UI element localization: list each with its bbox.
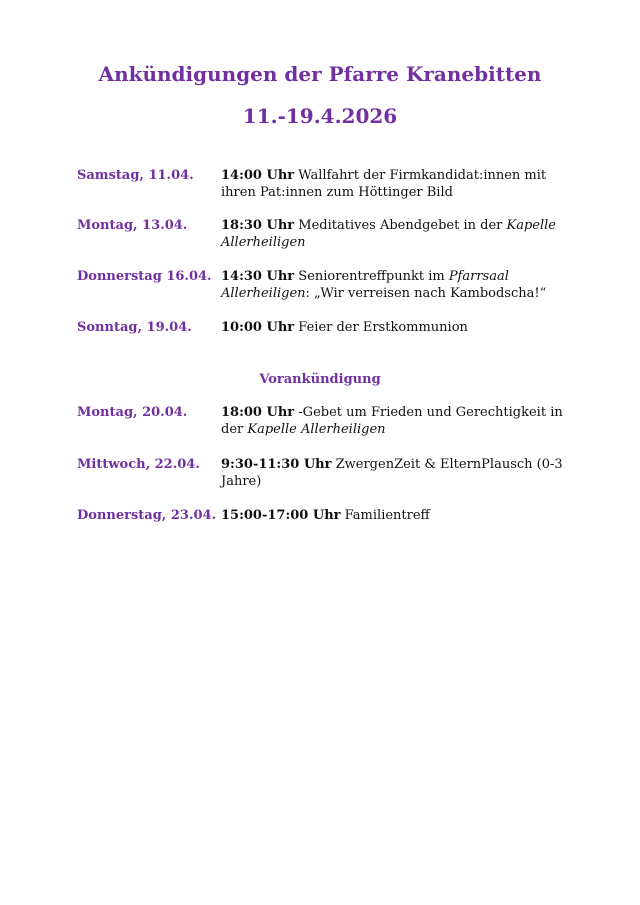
preview-description: [221, 456, 571, 490]
preview-text: Familientreff: [340, 508, 430, 523]
preview-description: [221, 507, 571, 524]
preview-item: [0, 404, 640, 437]
announcement-description: [221, 217, 571, 251]
announcement-description: [221, 319, 571, 336]
preview-time: 15:00-17:00 Uhr: [221, 508, 341, 523]
preview-time: 9:30-11:30 Uhr: [221, 457, 332, 472]
preview-time: 18:00 Uhr: [221, 405, 295, 420]
preview-heading: Vorankündigung: [259, 372, 381, 387]
announcement-location: Kapelle Allerheiligen: [221, 218, 556, 250]
announcement-time: 14:30 Uhr: [221, 269, 295, 284]
announcement-description: [221, 167, 571, 201]
preview-day: Montag, 20.04.: [77, 405, 188, 420]
announcement-text: Seniorentreffpunkt im: [294, 269, 449, 284]
date-range: 11.-19.4.2026: [242, 104, 398, 128]
announcement-item: [0, 167, 640, 200]
announcement-description: [221, 268, 571, 302]
announcement-day: Sonntag, 19.04.: [77, 320, 192, 335]
announcement-day: Donnerstag 16.04.: [77, 269, 212, 284]
preview-item: [0, 507, 640, 527]
announcement-time: 18:30 Uhr: [221, 218, 295, 233]
announcement-day: Montag, 13.04.: [77, 218, 188, 233]
announcement-location: Pfarrsaal Allerheiligen: [221, 269, 509, 301]
preview-description: [221, 404, 571, 438]
page-title: Ankündigungen der Pfarre Kranebitten: [98, 62, 542, 86]
announcement-time: 10:00 Uhr: [221, 320, 295, 335]
announcement-text-after: : „Wir verreisen nach Kambodscha!“: [305, 286, 547, 301]
announcement-item: [0, 217, 640, 250]
announcement-day: Samstag, 11.04.: [77, 168, 194, 183]
announcement-text: Feier der Erstkommunion: [294, 320, 468, 335]
preview-text: -Gebet um Frieden und Gerechtigkeit in der: [221, 405, 563, 437]
announcement-text: Meditatives Abendgebet in der: [294, 218, 507, 233]
announcement-item: [0, 268, 640, 301]
preview-text: ZwergenZeit & ElternPlausch (0-3 Jahre): [221, 457, 563, 489]
announcement-item: [0, 319, 640, 339]
preview-location: Kapelle Allerheiligen: [247, 422, 386, 437]
announcement-text: Wallfahrt der Firmkandidat:innen mit ihren Pat:innen zum Höttinger Bild: [221, 168, 547, 200]
preview-item: [0, 456, 640, 489]
announcement-time: 14:00 Uhr: [221, 168, 295, 183]
preview-day: Mittwoch, 22.04.: [77, 457, 200, 472]
preview-day: Donnerstag, 23.04.: [77, 508, 217, 523]
